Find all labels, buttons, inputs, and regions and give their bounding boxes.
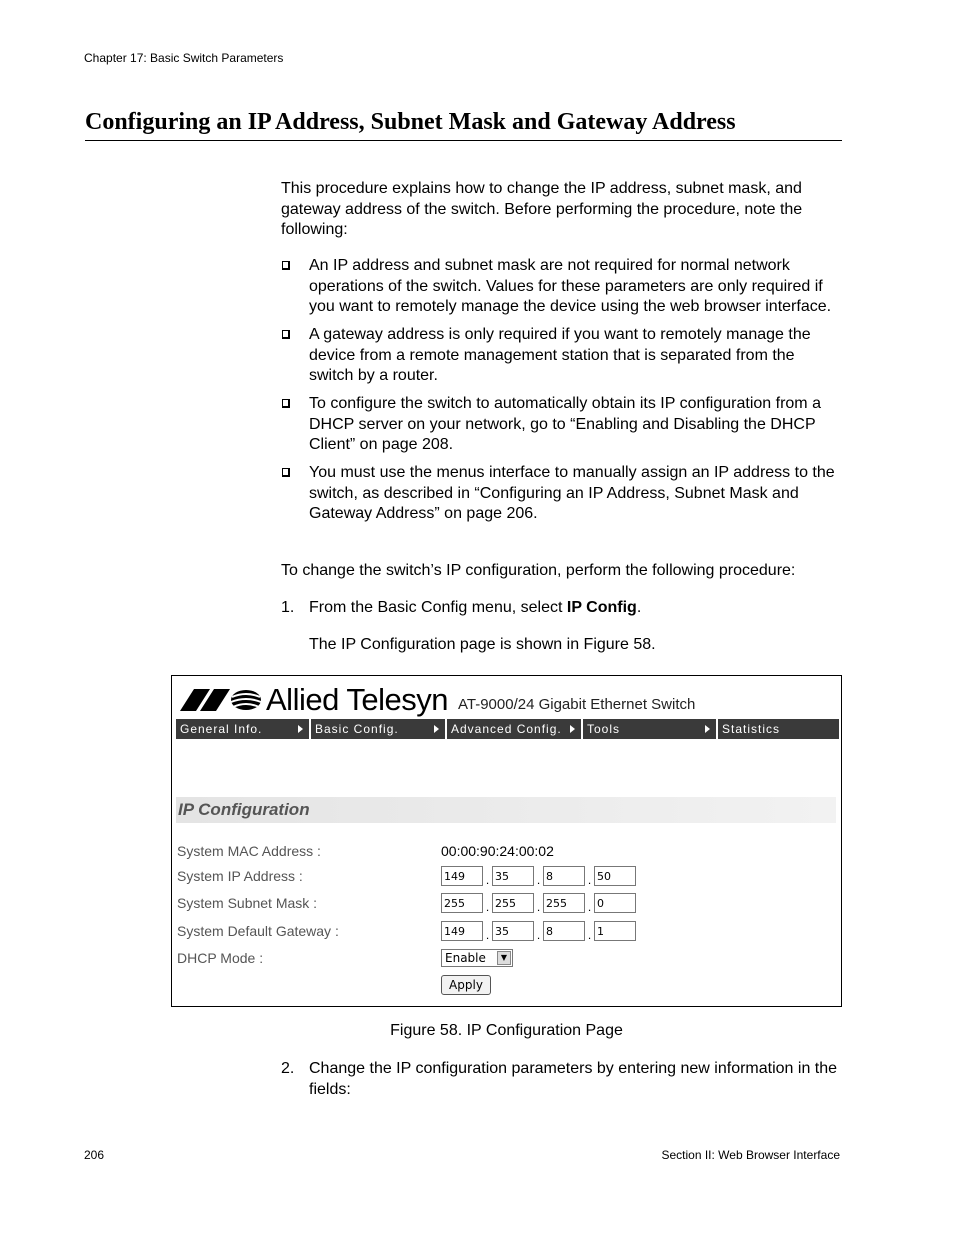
figure-caption: Figure 58. IP Configuration Page [390,1022,623,1039]
ip-address-fields [441,866,636,886]
footer-page-number: 206 [84,1148,105,1162]
page-header-chapter: Chapter 17: Basic Switch Parameters [84,51,284,65]
procedure-intro: To change the switch’s IP configuration, perform the following procedure: [281,562,796,579]
bullet-item [281,325,841,387]
gateway-octet-4-input[interactable] [594,921,636,941]
checkbox-bullet-icon [282,261,290,270]
gateway-octet-3-input[interactable] [543,921,585,941]
note-bullet-list [281,256,841,532]
menu-label: General Info. [180,722,263,736]
step-number: 2. [281,1060,295,1077]
menu-general-info[interactable] [176,719,309,739]
main-menu-bar [176,719,841,739]
octet-separator: . [485,873,490,887]
subnet-octet-4-input[interactable] [594,893,636,913]
apply-button[interactable]: Apply [441,975,491,995]
bullet-item [281,256,841,318]
checkbox-bullet-icon [282,399,290,408]
step-text: Change the IP configuration parameters by entering new information in the fields: [309,1060,838,1098]
checkbox-bullet-icon [282,468,290,477]
octet-separator: . [485,928,490,942]
octet-separator: . [587,900,592,914]
bullet-item [281,463,841,525]
octet-separator: . [485,900,490,914]
bullet-text: A gateway address is only required if you want to remotely manage the device from a remote management station that is separated from the switch by a router. [309,326,811,384]
step-number: 1. [281,599,295,616]
bullet-item [281,394,841,456]
product-name: AT-9000/24 Gigabit Ethernet Switch [457,695,696,713]
arrow-right-icon [298,725,303,733]
octet-separator: . [536,873,541,887]
gateway-octet-2-input[interactable] [492,921,534,941]
step-1-note: The IP Configuration page is shown in Figure 58. [309,636,656,653]
subnet-octet-3-input[interactable] [543,893,585,913]
bullet-text: To configure the switch to automatically obtain its IP configuration from a DHCP server on your network, go to “Enabling and Disabling the DHCP Client” on page 208. [309,395,821,453]
octet-separator: . [587,928,592,942]
step-text-end: . [636,599,642,616]
menu-label: Tools [587,722,621,736]
section-title: Configuring an IP Address, Subnet Mask and Gateway Address [85,106,842,141]
ip-address-label: System IP Address : [177,868,303,884]
subnet-mask-fields [441,893,636,913]
dhcp-mode-value: Enable [445,951,486,965]
dhcp-mode-select[interactable] [441,949,513,967]
brand-header [180,682,695,718]
arrow-right-icon [705,725,710,733]
dhcp-mode-label: DHCP Mode : [177,950,264,966]
default-gateway-fields [441,921,636,941]
subnet-octet-1-input[interactable] [441,893,483,913]
octet-separator: . [587,873,592,887]
checkbox-bullet-icon [282,330,290,339]
bullet-text: An IP address and subnet mask are not required for normal network operations of the switch. Values for these parameters are only required if you want to remotely manage the device using the web browser interface. [309,257,832,315]
step-1 [281,598,841,619]
octet-separator: . [536,900,541,914]
arrow-right-icon [434,725,439,733]
subnet-octet-2-input[interactable] [492,893,534,913]
bullet-text: You must use the menus interface to manually assign an IP address to the switch, as described in “Configuring an IP Address, Subnet Mask and Gateway Address” on page 206. [309,464,835,522]
ip-octet-4-input[interactable] [594,866,636,886]
octet-separator: . [536,928,541,942]
ip-octet-2-input[interactable] [492,866,534,886]
mac-address-label: System MAC Address : [177,843,321,859]
menu-advanced-config[interactable] [447,719,581,739]
ip-octet-1-input[interactable] [441,866,483,886]
arrow-right-icon [570,725,575,733]
menu-label: Statistics [722,722,781,736]
step-2 [281,1059,841,1100]
menu-tools[interactable] [583,719,716,739]
menu-label: Basic Config. [315,722,399,736]
menu-statistics[interactable] [718,719,839,739]
footer-section-title: Section II: Web Browser Interface [661,1148,840,1162]
subnet-mask-label: System Subnet Mask : [177,895,318,911]
allied-telesyn-logo-icon [180,689,262,711]
ip-configuration-screenshot [171,675,842,1007]
mac-address-value: 00:00:90:24:00:02 [441,843,554,859]
chevron-down-icon: ▼ [497,951,511,965]
menu-label: Advanced Config. [451,722,562,736]
panel-title: IP Configuration [176,797,836,823]
default-gateway-label: System Default Gateway : [177,923,339,939]
brand-name: Allied Telesyn [266,682,448,717]
step-menu-item: IP Config [566,599,637,616]
intro-paragraph: This procedure explains how to change the IP address, subnet mask, and gateway address of the switch. Before performing the procedure, note the following: [281,180,803,238]
step-text: From the Basic Config menu, select [309,599,567,616]
gateway-octet-1-input[interactable] [441,921,483,941]
ip-octet-3-input[interactable] [543,866,585,886]
menu-basic-config[interactable] [311,719,445,739]
